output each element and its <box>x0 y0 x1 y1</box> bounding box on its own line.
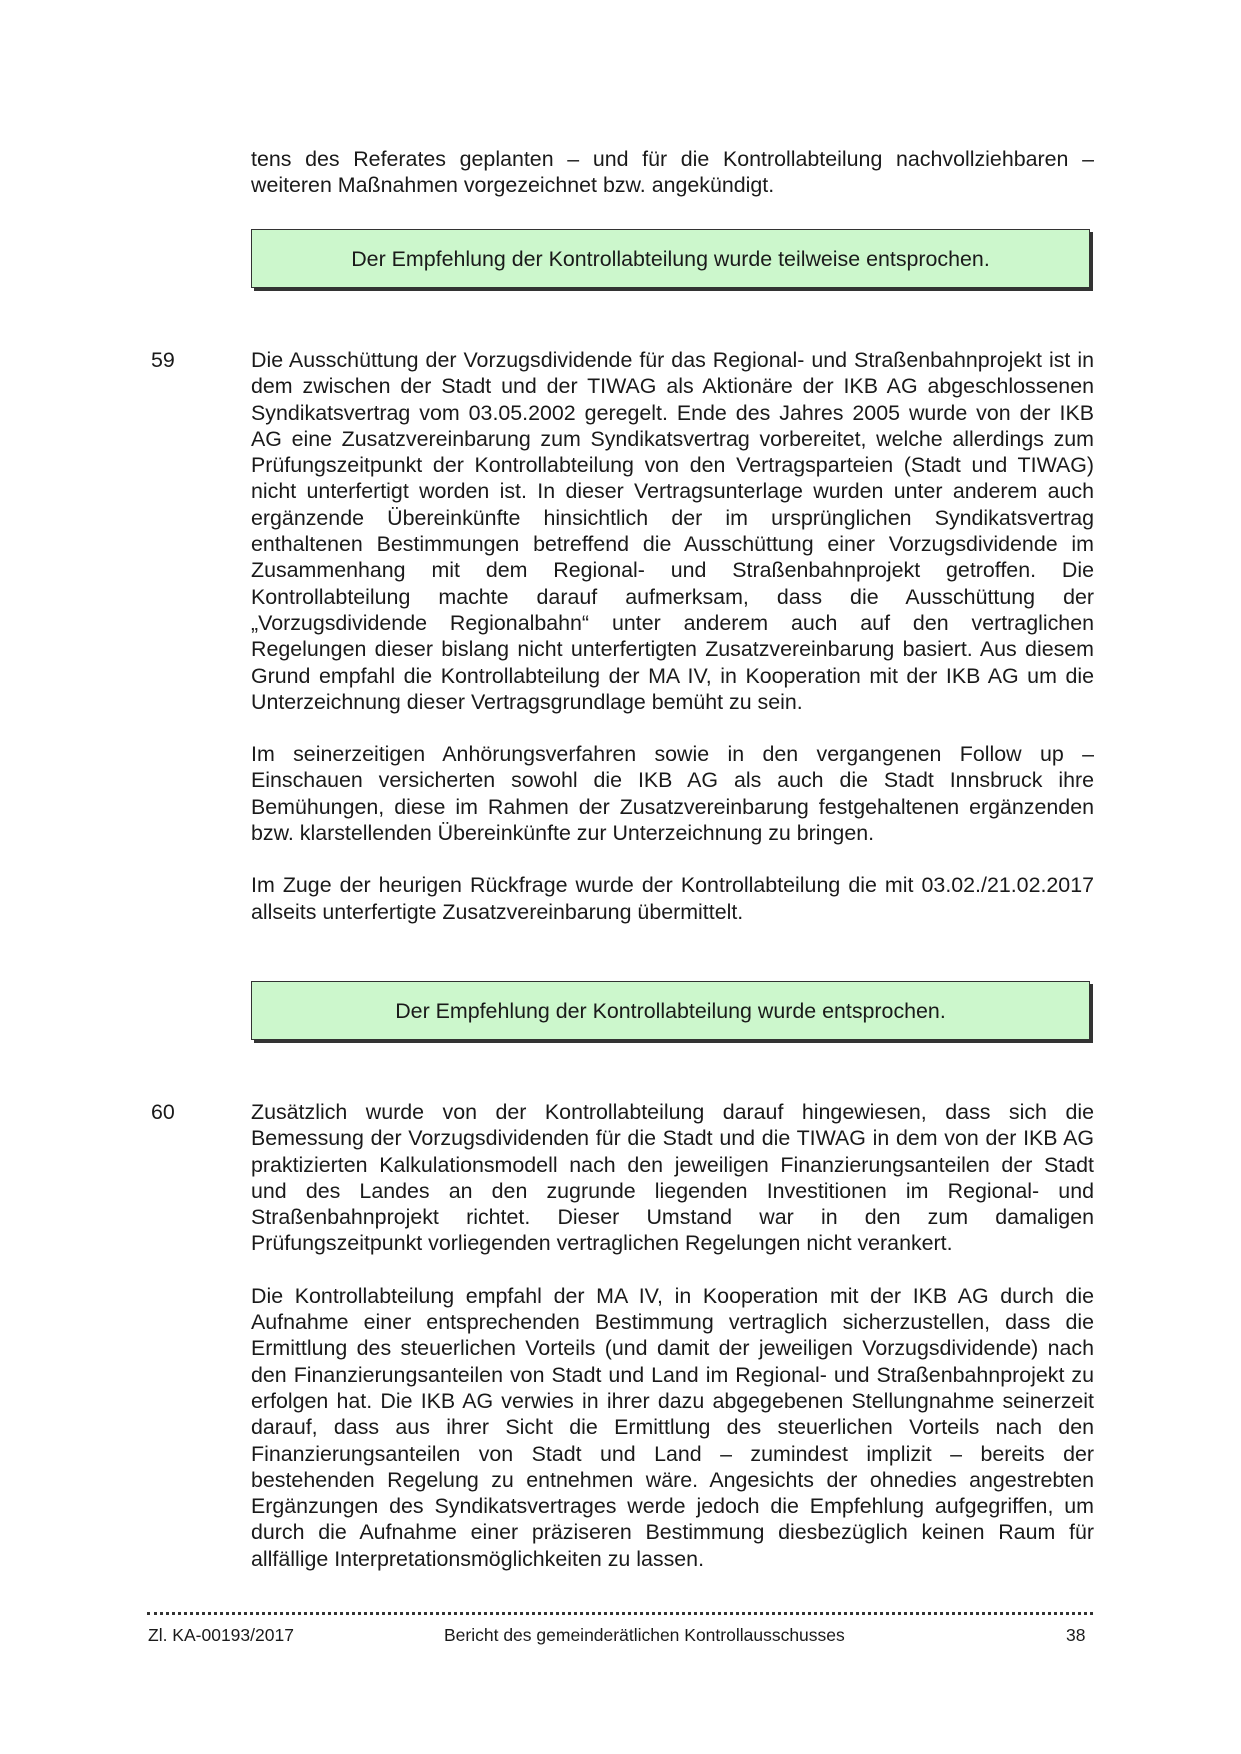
section-59-paragraph: Im Zuge der heurigen Rückfrage wurde der Kontrollabteilung die mit 03.02./21.02.2017 allseits unterfertigte Zusatzvereinbarung übermittelt. <box>251 873 1094 924</box>
intro-paragraph <box>251 146 1094 199</box>
result-box-full: Der Empfehlung der Kontrollabteilung wurde entsprochen. <box>251 981 1090 1040</box>
result-box-partial: Der Empfehlung der Kontrollabteilung wurde teilweise entsprochen. <box>251 229 1090 288</box>
section-60-paragraph: Die Kontrollabteilung empfahl der MA IV, in Kooperation mit der IKB AG durch die Aufnahme einer entsprechenden Bestimmung vertraglich sicherzustellen, dass die Ermittlung des steuerlichen Vorteils (und damit der jeweiligen Vorzugsdividende) nach den Finanzierungsanteilen von Stadt und Land im Regional- und Straßenbahnprojekt zu erfolgen hat. Die IKB AG verwies in ihrer dazu abgegebenen Stellungnahme seinerzeit darauf, dass aus ihrer Sicht die Ermittlung des steuerlichen Vorteils nach den Finanzierungsanteilen von Stadt und Land – zumindest implizit – bereits der bestehenden Regelung zu entnehmen wäre. Angesichts der ohnedies angestrebten Ergänzungen des Syndikatsvertrages werde jedoch die Empfehlung aufgegriffen, um durch die Aufnahme einer präziseren Bestimmung diesbezüglich keinen Raum für allfällige Interpretationsmöglichkeiten zu lassen. <box>251 1283 1094 1571</box>
footer-report-title: Bericht des gemeinderätlichen Kontrollausschusses <box>444 1625 845 1645</box>
footer-divider <box>147 1612 1093 1615</box>
footer-file-number: Zl. KA-00193/2017 <box>148 1625 294 1645</box>
section-number-60: 60 <box>151 1100 175 1124</box>
section-59-paragraph: Im seinerzeitigen Anhörungsverfahren sowie in den vergangenen Follow up – Einschauen versicherten sowohl die IKB AG als auch die Stadt Innsbruck ihre Bemühungen, diese im Rahmen der Zusatzvereinbarung festgehaltenen ergänzenden bzw. klarstellenden Übereinkünfte zur Unterzeichnung zu bringen. <box>251 742 1094 846</box>
section-number-59: 59 <box>151 348 175 372</box>
section-60-paragraph: Zusätzlich wurde von der Kontrollabteilung darauf hingewiesen, dass sich die Bemessung der Vorzugsdividenden für die Stadt und die TIWAG in dem von der IKB AG praktizierten Kalkulationsmodell nach den jeweiligen Finanzierungsanteilen der Stadt und des Landes an den zugrunde liegenden Investitionen im Regional- und Straßenbahnprojekt richtet. Dieser Umstand war in den zum damaligen Prüfungszeitpunkt vorliegenden vertraglichen Regelungen nicht verankert. <box>251 1100 1094 1256</box>
footer-page-number: 38 <box>1066 1625 1086 1645</box>
section-59-paragraph: Die Ausschüttung der Vorzugsdividende für das Regional- und Straßenbahnprojekt ist in dem zwischen der Stadt und der TIWAG als Aktionäre der IKB AG abgeschlossenen Syndikatsvertrag vom 03.05.2002 geregelt. Ende des Jahres 2005 wurde von der IKB AG eine Zusatzvereinbarung zum Syndikatsvertrag vorbereitet, welche allerdings zum Prüfungszeitpunkt der Kontrollabteilung von den Vertragsparteien (Stadt und TIWAG) nicht unterfertigt worden ist. In dieser Vertragsunterlage wurden unter anderem auch ergänzende Übereinkünfte hinsichtlich der im ursprünglichen Syndikatsvertrag enthaltenen Bestimmungen betreffend die Ausschüttung einer Vorzugsdividende im Zusammenhang mit dem Regional- und Straßenbahnprojekt getroffen. Die Kontrollabteilung machte darauf aufmerksam, dass die Ausschüttung der „Vorzugsdividende Regionalbahn“ unter anderem auch auf den vertraglichen Regelungen dieser bislang nicht unterfertigten Zusatzvereinbarung basiert. Aus diesem Grund empfahl die Kontrollabteilung der MA IV, in Kooperation mit der IKB AG um die Unterzeichnung dieser Vertragsgrundlage bemüht zu sein. <box>251 348 1094 714</box>
section-60-body <box>251 1099 1094 1572</box>
intro-paragraph-text: tens des Referates geplanten – und für die Kontrollabteilung nachvollziehbaren – weiteren Maßnahmen vorgezeichnet bzw. angekündigt. <box>251 147 1094 198</box>
section-59-body <box>251 347 1094 925</box>
